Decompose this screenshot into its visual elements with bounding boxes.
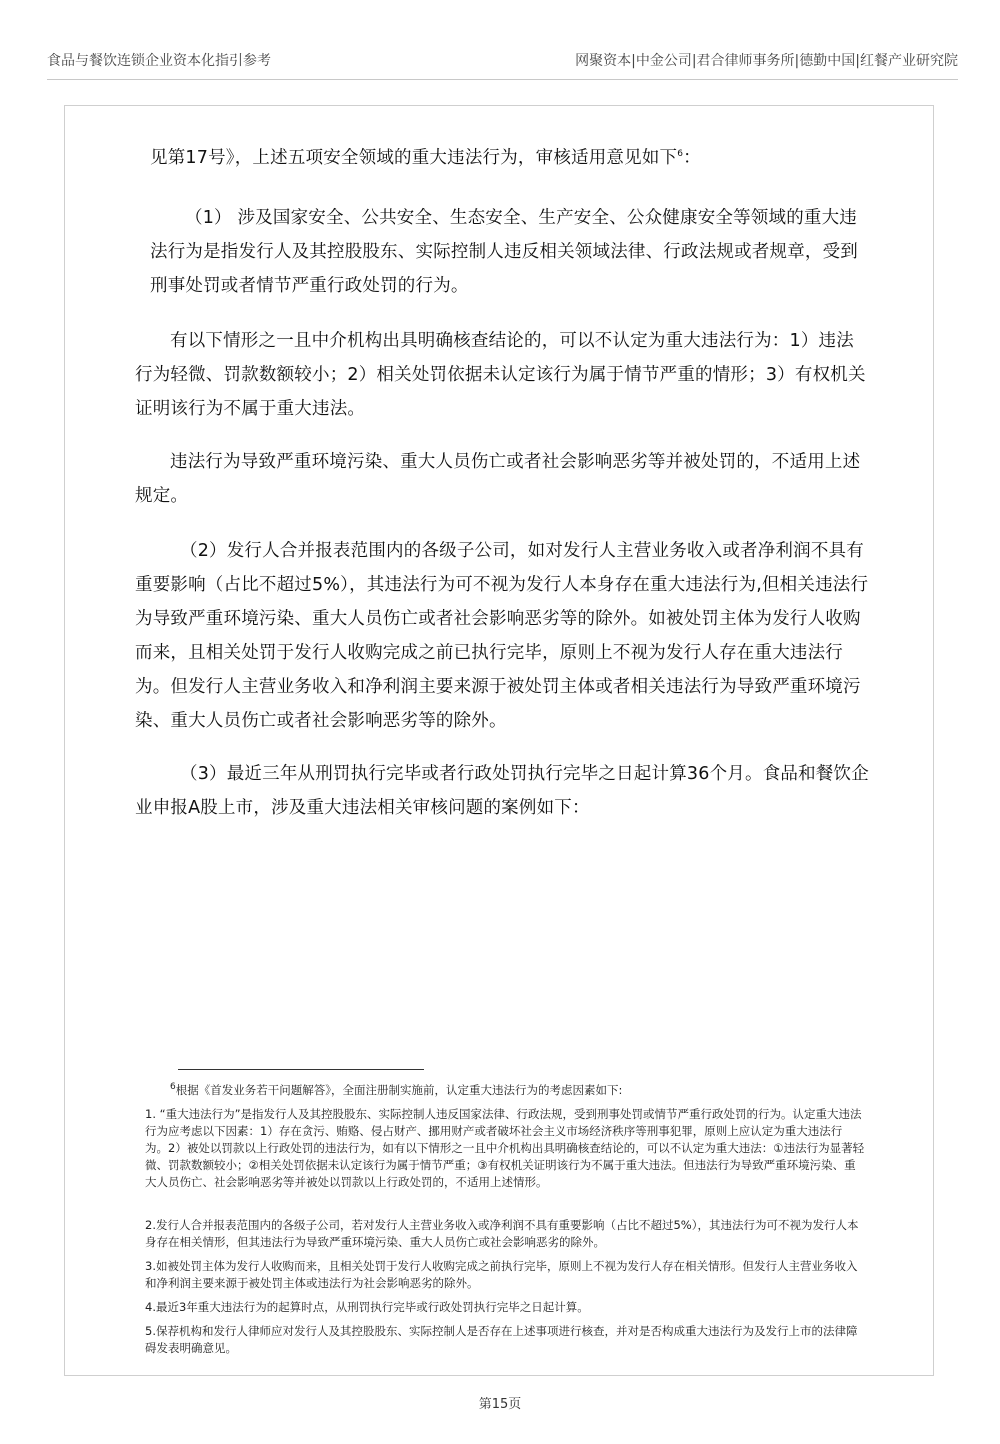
paragraph-intro-colon: ： [683, 148, 701, 168]
footnote-item-2: 2.发行人合并报表范围内的各级子公司，若对发行人主营业务收入或净利润不具有重要影响（占比不超过5%），其违法行为可不视为发行人本身存在相关情形，但其违法行为导致严重环境污染、重大人员伤亡或社会影响恶劣的除外。 [145, 1218, 859, 1249]
footnote-intro [170, 1082, 870, 1099]
header-document-title: 食品与餐饮连锁企业资本化指引参考 [47, 53, 271, 69]
paragraph-intro [150, 141, 870, 175]
paragraph-exemptions-text: 有以下情形之一且中介机构出具明确核查结论的，可以不认定为重大违法行为：1）违法行为轻微、罚款数额较小；2）相关处罚依据未认定该行为属于情节严重的情形；3）有权机关证明该行为不属于重大违法。 [135, 331, 866, 419]
paragraph-item-3-text: （3）最近三年从刑罚执行完毕或者行政处罚执行完毕之日起计算36个月。食品和餐饮企业申报A股上市，涉及重大违法相关审核问题的案例如下： [135, 764, 869, 818]
footnote-divider [178, 1069, 424, 1070]
paragraph-not-applicable-text: 违法行为导致严重环境污染、重大人员伤亡或者社会影响恶劣等并被处罚的，不适用上述规定。 [135, 452, 861, 506]
footnote-item-4: 4.最近3年重大违法行为的起算时点，从刑罚执行完毕或行政处罚执行完毕之日起计算。 [145, 1300, 589, 1314]
paragraph-item-1-text: （1） 涉及国家安全、公共安全、生态安全、生产安全、公众健康安全等领域的重大违法行为是指发行人及其控股股东、实际控制人违反相关领域法律、行政法规或者规章，受到刑事处罚或者情节严重行政处罚的行为。 [150, 208, 858, 296]
footnote-intro-text: 根据《首发业务若干问题解答》，全面注册制实施前，认定重大违法行为的考虑因素如下: [175, 1083, 623, 1097]
paragraph-intro-text: 见第17号》，上述五项安全领域的重大违法行为，审核适用意见如下 [150, 148, 678, 168]
page-number: 第15页 [478, 1397, 522, 1412]
footnote-item-1: 1. “重大违法行为”是指发行人及其控股股东、实际控制人违反国家法律、行政法规，受到刑事处罚或情节严重行政处罚的行为。认定重大违法行为应考虑以下因素：1）存在贪污、贿赂、侵占财产、挪用财产或者破坏社会主义市场经济秩序等刑事犯罪，原则上应认定为重大违法行为。2）被处以罚款以上行政处罚的违法行为，如有以下情形之一且中介机构出具明确核查结论的，可以不认定为重大违法：①违法行为显著轻微、罚款数额较小；②相关处罚依据未认定该行为属于情节严重；③有权机关证明该行为不属于重大违法。但违法行为导致严重环境污染、重大人员伤亡、社会影响恶劣等并被处以罚款以上行政处罚的，不适用上述情形。 [145, 1107, 865, 1189]
header-organizations: 网聚资本|中金公司|君合律师事务所|德勤中国|红餐产业研究院 [575, 53, 958, 69]
footnote-marker: 6 [170, 1082, 176, 1093]
paragraph-item-2-text: （2）发行人合并报表范围内的各级子公司，如对发行人主营业务收入或者净利润不具有重要影响（占比不超过5%），其违法行为可不视为发行人本身存在重大违法行为,但相关违法行为导致严重环境污染、重大人员伤亡或者社会影响恶劣等的除外。如被处罚主体为发行人收购而来，且相关处罚于发行人收购完成之前已执行完毕，原则上不视为发行人存在重大违法行为。但发行人主营业务收入和净利润主要来源于被处罚主体或者相关违法行为导致严重环境污染、重大人员伤亡或者社会影响恶劣等的除外。 [135, 541, 869, 731]
paragraph-exemptions [135, 324, 870, 426]
footnote-item-3: 3.如被处罚主体为发行人收购而来，且相关处罚于发行人收购完成之前执行完毕，原则上不视为发行人存在相关情形。但发行人主营业务收入和净利润主要来源于被处罚主体或违法行为社会影响恶劣的除外。 [145, 1259, 858, 1290]
footnote-item-5: 5.保荐机构和发行人律师应对发行人及其控股股东、实际控制人是否存在上述事项进行核查，并对是否构成重大违法行为及发行上市的法律障碍发表明确意见。 [145, 1324, 858, 1355]
paragraph-item-3 [135, 757, 870, 825]
paragraph-item-2 [135, 534, 870, 738]
paragraph-item-1 [150, 201, 870, 303]
footnote-ref-6[interactable]: 6 [677, 149, 684, 160]
header-divider [47, 79, 958, 80]
paragraph-not-applicable [135, 445, 870, 513]
